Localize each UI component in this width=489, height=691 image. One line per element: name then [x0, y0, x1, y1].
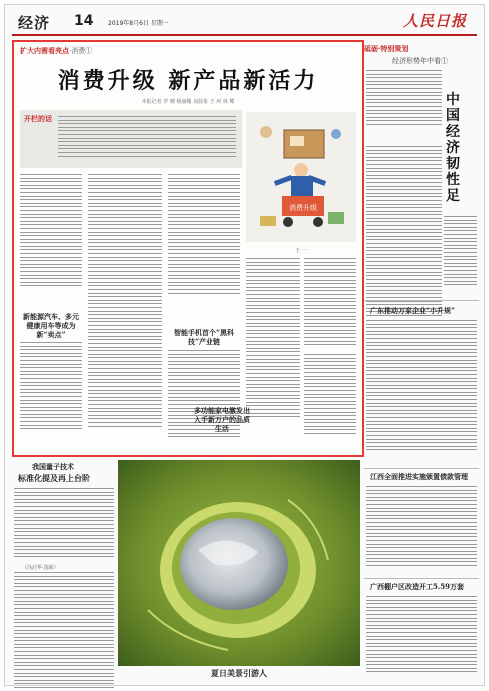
brief-text-1: [366, 320, 477, 453]
masthead: [12, 10, 477, 36]
quantum-author: （冯启华·国新）: [22, 565, 59, 571]
right-body-text: [366, 146, 442, 319]
brief-text-3: [366, 596, 477, 675]
section-name: 经济: [18, 14, 51, 32]
subhead-2: 智能手机首个“黑科技”产业链: [173, 328, 235, 346]
right-intro-text: [366, 70, 442, 128]
brief-text-2: [366, 486, 477, 569]
article-column-1: [20, 174, 82, 289]
feature-article[interactable]: [12, 40, 364, 457]
series-tag-text: 扩大内需看亮点: [20, 46, 69, 55]
landscape-photo: [118, 460, 360, 666]
illustration-caption: 王 一: [295, 248, 307, 254]
column-label: ·消费①: [69, 47, 93, 55]
quantum-title-1: 我国量子技术: [32, 462, 74, 471]
article-column-5: [304, 258, 356, 348]
subhead-3: 多功能家电激发出入手新万户的品质生活: [194, 406, 250, 433]
headline: 消费升级 新产品新活力: [57, 68, 319, 94]
issue-date: 2019年8月6日 星期一: [108, 20, 169, 27]
right-series-subtitle: 经济形势年中看①: [392, 57, 448, 65]
brief-title-2: 江西全面推进实施颁置债款管理: [370, 472, 468, 481]
brief-title-1: 广东推动万家企业“小升规”: [370, 306, 456, 315]
lake-photo-icon: [118, 460, 360, 666]
quantum-text: [14, 488, 114, 560]
quantum-text-2: [14, 572, 114, 691]
subhead-1: 新能源汽车、多元健康用车等成为新“卖点”: [23, 312, 79, 339]
newspaper-logo: 人民日报: [402, 12, 467, 30]
series-tag: [20, 46, 92, 56]
divider: [364, 468, 479, 469]
article-column-4: [246, 258, 300, 420]
divider: [364, 578, 479, 579]
photo-caption: 夏日美景引游人: [211, 668, 267, 678]
article-column-3: [168, 174, 240, 296]
article-column-5b: [304, 354, 356, 437]
divider: [364, 300, 479, 301]
article-column-1b: [20, 342, 82, 432]
right-series-tag: 砥砺·特别策划: [364, 44, 409, 53]
right-vertical-title: 中国经济韧性足: [446, 92, 460, 204]
svg-text:消费升级: 消费升级: [289, 204, 317, 212]
editor-note-box: [20, 110, 242, 168]
editor-note-label: 开栏的话: [24, 114, 52, 123]
quantum-title-2: 标准化提及再上台阶: [18, 473, 90, 483]
byline: 本报记者 罗 珊 杨丽娜 刘晨希 王 珂 林 鹭: [141, 99, 235, 105]
page-number: 14: [74, 13, 94, 29]
editor-note-text: [58, 116, 236, 159]
brief-title-3: 广西棚户区改造开工5.59万套: [370, 582, 465, 591]
right-body-text-2: [444, 216, 477, 288]
illustration: [246, 112, 356, 254]
article-column-2: [88, 174, 162, 429]
shopping-illustration-icon: [246, 112, 356, 242]
